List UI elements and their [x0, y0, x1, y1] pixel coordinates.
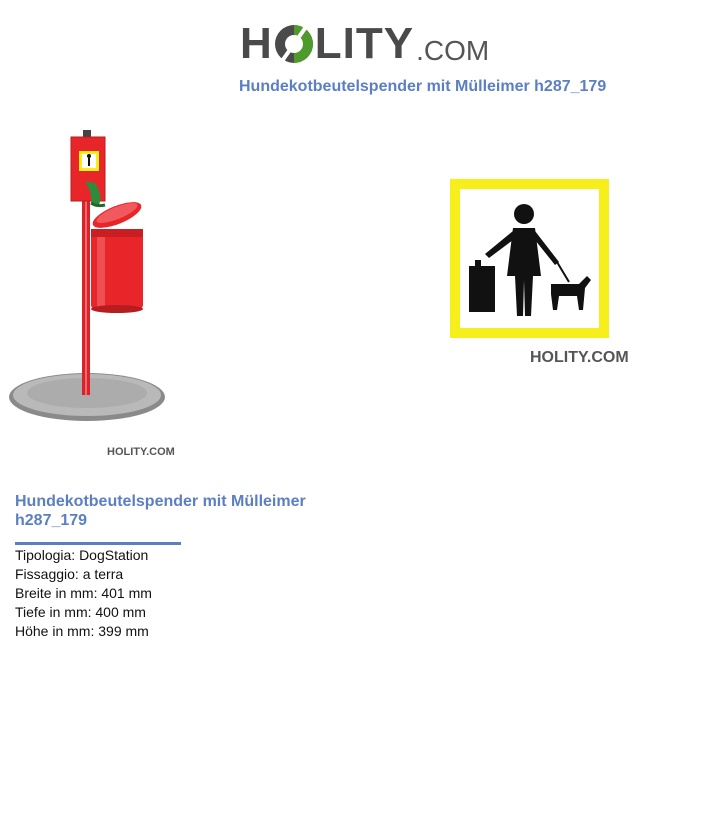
spec-breite: Breite in mm: 401 mm — [15, 585, 152, 601]
product-specs — [15, 546, 152, 641]
sign-watermark-text: HOLITY.COM — [530, 349, 629, 366]
logo-tld: .COM — [416, 35, 490, 66]
brand-logo[interactable] — [240, 14, 489, 66]
spec-hoehe: Höhe in mm: 399 mm — [15, 623, 149, 639]
product-watermark-text: HOLITY.COM — [107, 446, 175, 458]
product-image — [5, 125, 175, 465]
product-watermark — [107, 446, 175, 458]
spec-tipologia: Tipologia: DogStation — [15, 547, 149, 563]
page-title: Hundekotbeutelspender mit Mülleimer h287_179 — [239, 78, 607, 95]
sign-image — [447, 176, 647, 371]
logo-o-icon — [273, 22, 315, 66]
spec-fissaggio: Fissaggio: a terra — [15, 566, 124, 582]
logo-letter-h: H — [240, 19, 273, 68]
title-divider — [15, 542, 181, 545]
spec-tiefe: Tiefe in mm: 400 mm — [15, 604, 146, 620]
sign-watermark — [530, 349, 629, 366]
product-title: Hundekotbeutelspender mit Mülleimer h287_179 — [15, 493, 306, 529]
logo-letters-lity: LITY — [314, 19, 415, 68]
